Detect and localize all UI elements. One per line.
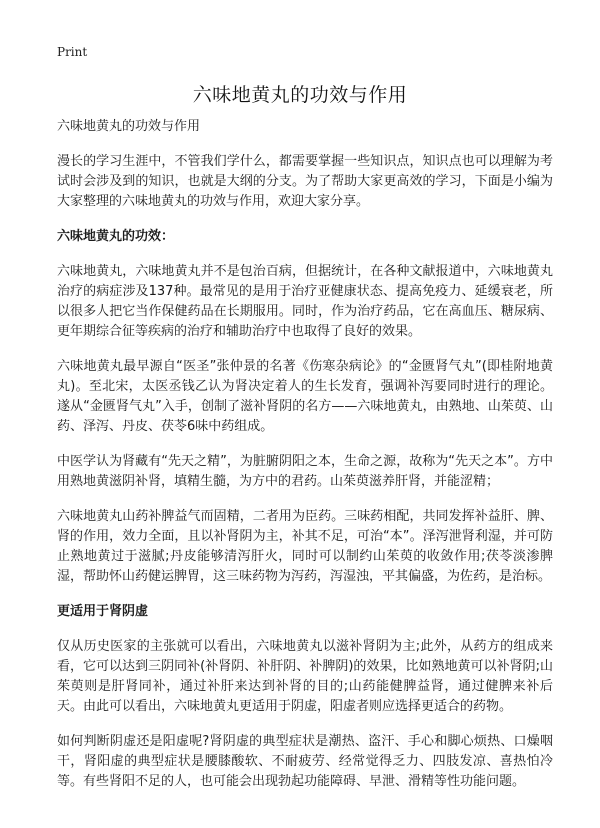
yin-deficiency-paragraph-1: 仅从历史医家的主张就可以看出，六味地黄丸以滋补肾阴为主;此外，从药方的组成来看，它可以达到三阴同补(补肾阴、补肝阴、补脾阴)的效果，比如熟地黄可以补肾阴;山茱萸则是肝肾同补，通过补肝来达到补肾的目的;山药能健脾益肾，通过健脾来补后天。由此可以看出，六味地黄丸更适用于阴虚，阳虚者则应选择更适合的药物。 [57,639,553,714]
page-title: 六味地黄丸的功效与作用 [192,84,408,106]
yin-deficiency-paragraph-2: 如何判断阴虚还是阳虚呢?肾阴虚的典型症状是潮热、盗汗、手心和脚心烦热、口燥咽干，肾阳虚的典型症状是腰膝酸软、不耐疲劳、经常觉得乏力、四肢发凉、喜热怕冷等。有些肾阳不足的人，也可能会出现勃起功能障碍、早泄、滑精等性功能问题。 [57,734,553,789]
article-subtitle: 六味地黄丸的功效与作用 [57,119,201,134]
section-heading-yin-deficiency: 更适用于肾阴虚 [57,604,149,619]
efficacy-paragraph-3: 中医学认为肾藏有“先天之精”，为脏腑阴阳之本，生命之源，故称为“先天之本”。方中用熟地黄滋阴补肾，填精生髓，为方中的君药。山茱萸滋养肝肾，并能涩精； [57,454,553,489]
section-heading-efficacy: 六味地黄丸的功效： [57,229,175,244]
intro-paragraph: 漫长的学习生涯中，不管我们学什么，都需要掌握一些知识点，知识点也可以理解为考试时会涉及到的知识，也就是大纲的分支。为了帮助大家更高效的学习，下面是小编为大家整理的六味地黄丸的功效与作用，欢迎大家分享。 [57,154,553,209]
efficacy-paragraph-4: 六味地黄丸山药补脾益气而固精，二者用为臣药。三味药相配，共同发挥补益肝、脾、肾的作用，效力全面，且以补肾阴为主，补其不足，可治“本”。泽泻泄肾利湿，并可防止熟地黄过于滋腻;丹皮能够清泻肝火，同时可以制约山茱萸的收敛作用;茯苓淡渗脾湿，帮助怀山药健运脾胃，这三味药物为泻药，泻湿浊，平其偏盛，为佐药，是治标。 [57,509,553,584]
efficacy-paragraph-2: 六味地黄丸最早源自“医圣”张仲景的名著《伤寒杂病论》的“金匮肾气丸”(即桂附地黄丸)。至北宋，太医丞钱乙认为肾决定着人的生长发育，强调补泻要同时进行的理论。遂从“金匮肾气丸”入手，创制了滋补肾阴的名方——六味地黄丸，由熟地、山茱萸、山药、泽泻、丹皮、茯苓6味中药组成。 [57,359,553,434]
efficacy-paragraph-1: 六味地黄丸，六味地黄丸并不是包治百病，但据统计，在各种文献报道中，六味地黄丸治疗的病症涉及137种。最常见的是用于治疗亚健康状态、提高免疫力、延缓衰老，所以很多人把它当作保健药品在长期服用。同时，作为治疗药品，它在高血压、糖尿病、更年期综合征等疾病的治疗和辅助治疗中也取得了良好的效果。 [57,264,553,339]
article-body [57,117,553,807]
print-link[interactable]: Print [57,45,88,59]
